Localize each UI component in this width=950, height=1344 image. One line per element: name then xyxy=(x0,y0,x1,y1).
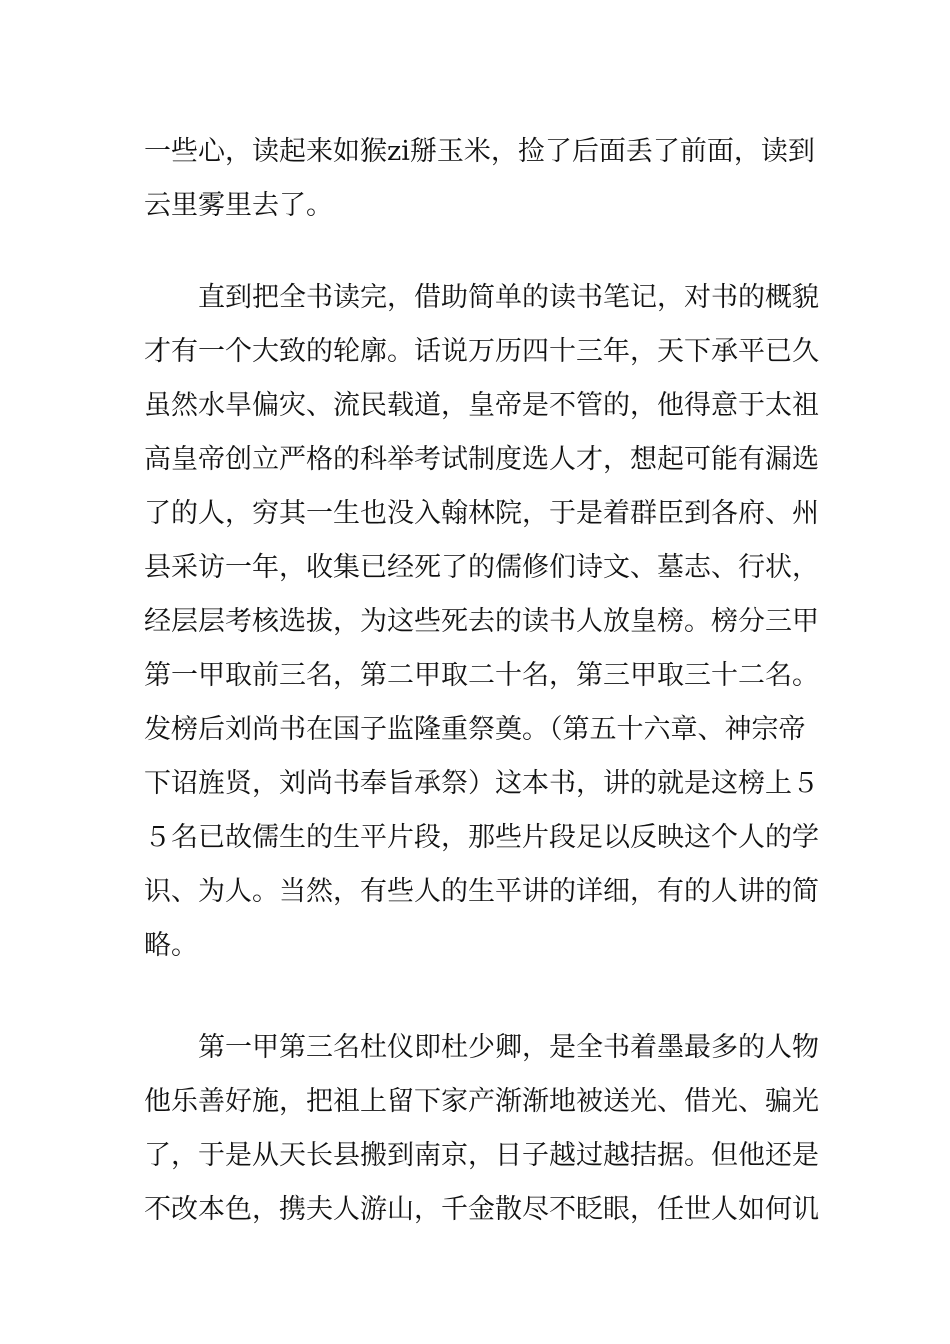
text-line: 经层层考核选拔，为这些死去的读书人放皇榜。榜分三甲 xyxy=(144,606,819,637)
text-line: 高皇帝创立严格的科举考试制度选人才，想起可能有漏选 xyxy=(144,444,819,475)
text-line: 他乐善好施，把祖上留下家产渐渐地被送光、借光、骗光 xyxy=(144,1086,819,1117)
text-line: 直到把全书读完，借助简单的读书笔记，对书的概貌 xyxy=(144,282,819,313)
text-line: 略。 xyxy=(144,930,198,961)
paragraph-2 xyxy=(144,271,819,973)
paragraph-3 xyxy=(144,1021,819,1237)
paragraph-1 xyxy=(144,125,815,233)
text-line: 第一甲取前三名，第二甲取二十名，第三甲取三十二名。 xyxy=(144,660,819,691)
text-line: 发榜后刘尚书在国子监隆重祭奠。（第五十六章、神宗帝 xyxy=(144,714,806,745)
text-line: 下诏旌贤，刘尚书奉旨承祭）这本书，讲的就是这榜上５ xyxy=(144,768,819,799)
text-line: 一些心，读起来如猴zi掰玉米，捡了后面丢了前面，读到 xyxy=(144,136,815,167)
text-line: 第一甲第三名杜仪即杜少卿，是全书着墨最多的人物 xyxy=(144,1032,819,1063)
text-line: 了的人，穷其一生也没入翰林院，于是着群臣到各府、州 xyxy=(144,498,819,529)
text-line: 不改本色，携夫人游山，千金散尽不眨眼，任世人如何讥 xyxy=(144,1194,819,1225)
text-line: ５名已故儒生的生平片段，那些片段足以反映这个人的学 xyxy=(144,822,819,853)
text-line: 才有一个大致的轮廓。话说万历四十三年，天下承平已久 xyxy=(144,336,819,367)
text-line: 县采访一年，收集已经死了的儒修们诗文、墓志、行状， xyxy=(144,552,819,583)
text-line: 云里雾里去了。 xyxy=(144,190,333,221)
text-line: 识、为人。当然，有些人的生平讲的详细，有的人讲的简 xyxy=(144,876,819,907)
text-line: 虽然水旱偏灾、流民载道，皇帝是不管的，他得意于太祖 xyxy=(144,390,819,421)
text-line: 了，于是从天长县搬到南京，日子越过越拮据。但他还是 xyxy=(144,1140,819,1171)
